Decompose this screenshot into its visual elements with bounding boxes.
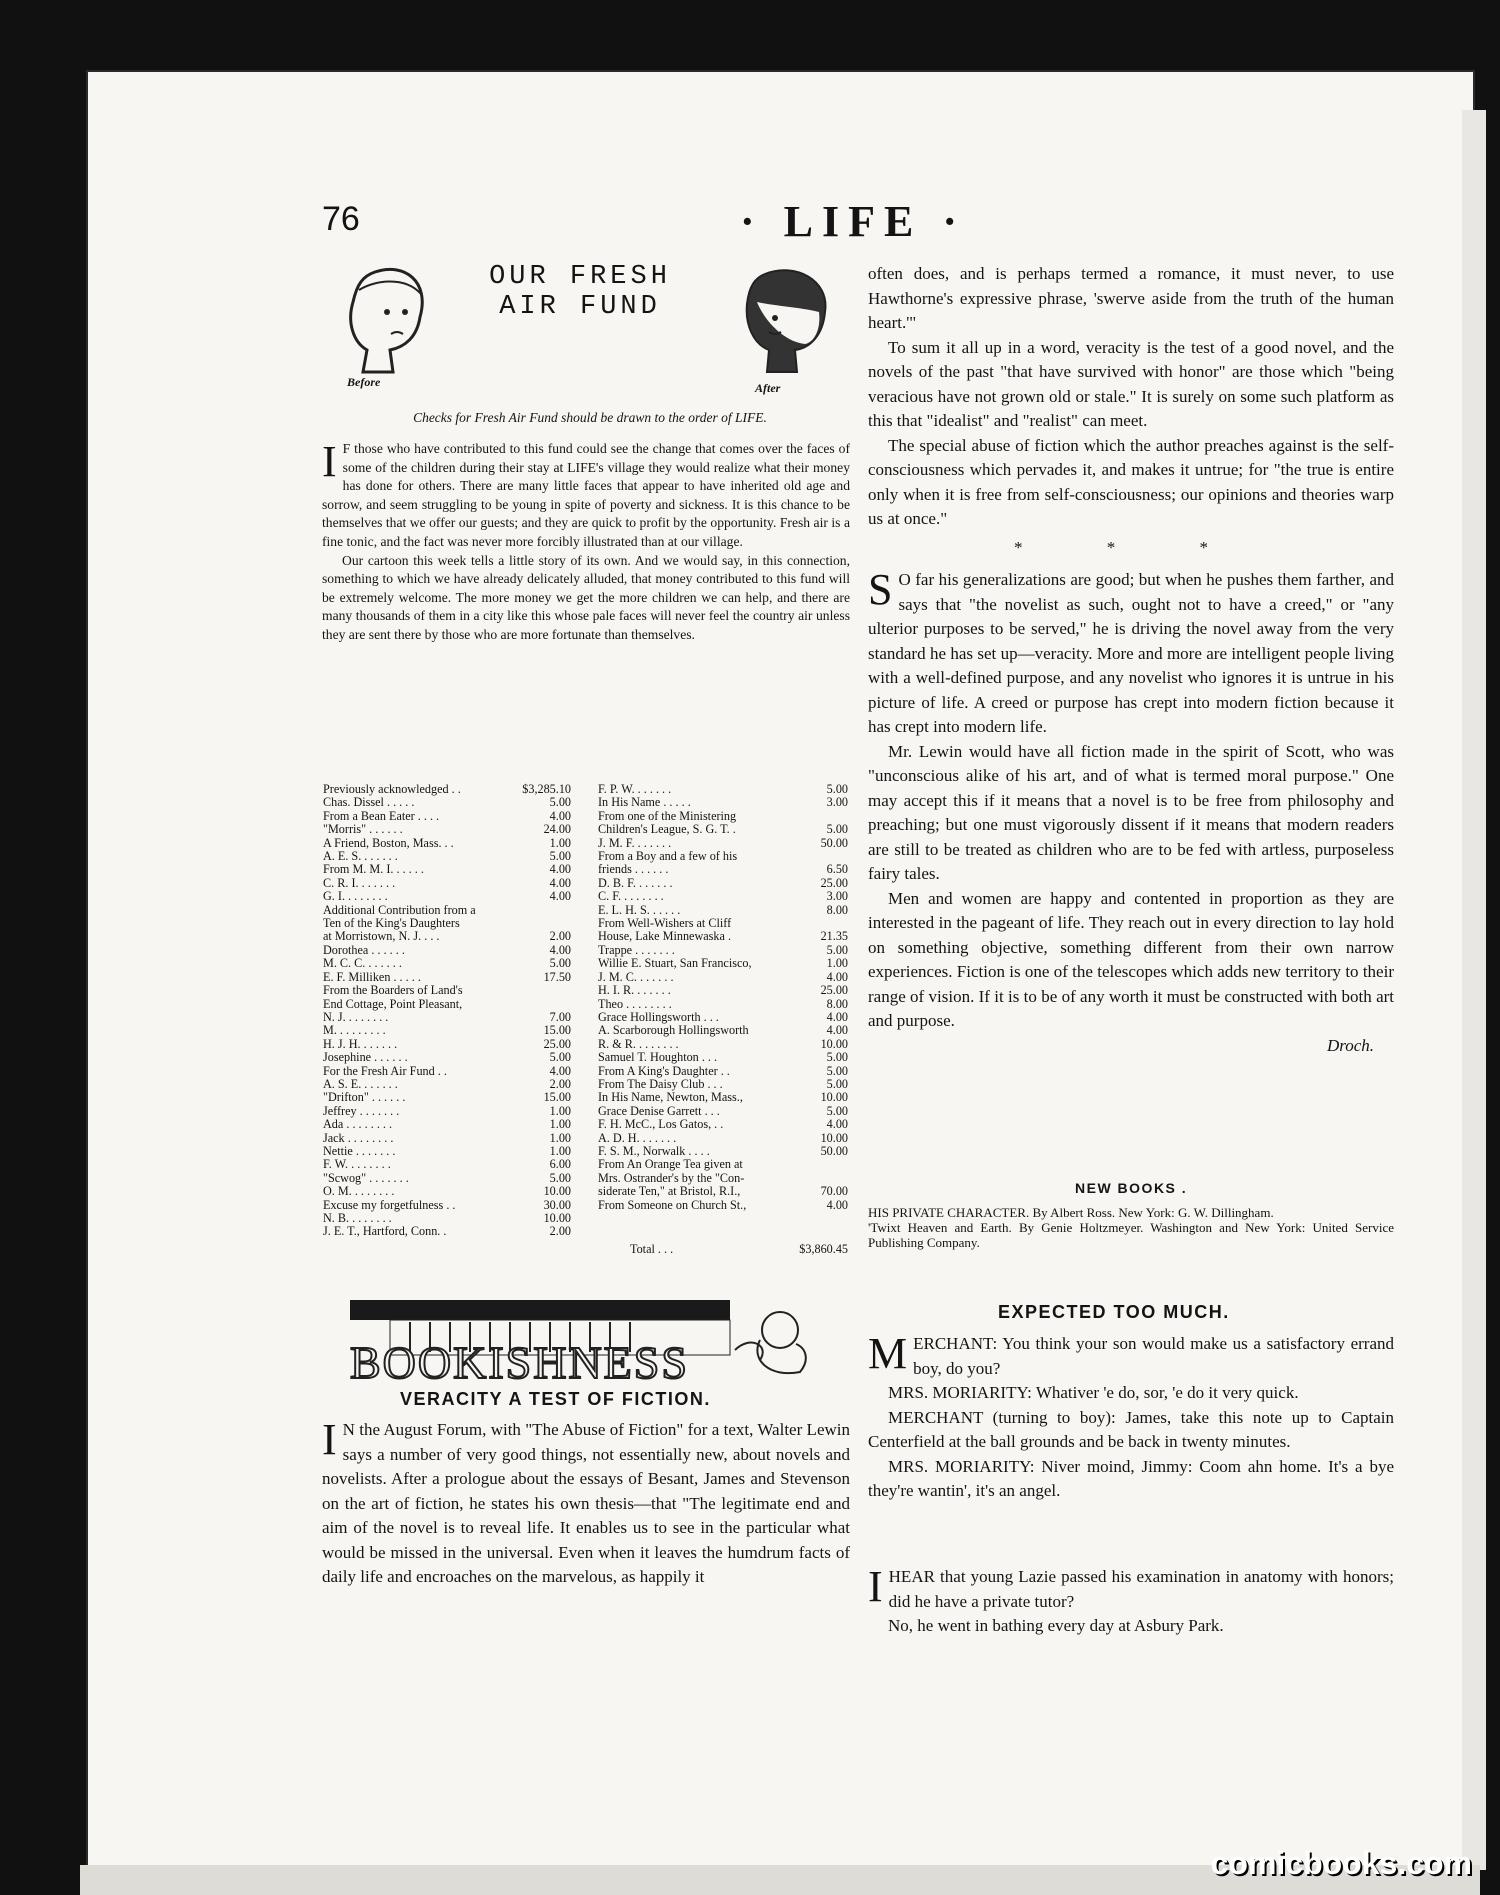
donor-name: H. I. R. . . . . . . [598,983,671,998]
donation-row [323,1091,571,1104]
donor-name: H. J. H. . . . . . . [323,1036,398,1051]
donor-name: F. H. McC., Los Gatos, . . [598,1117,724,1132]
donation-row [598,1118,848,1131]
donation-row [323,1132,571,1145]
donation-row [323,998,571,1011]
joke-answer: No, he went in bathing every day at Asbury Park. [888,1616,1224,1635]
veracity-article-continued [868,262,1394,1058]
donation-row [323,810,571,823]
donation-row [323,1011,571,1024]
donation-row [323,957,571,970]
donation-amount [802,1158,848,1171]
donation-row [598,1132,848,1145]
total-amount: $3,860.45 [799,1242,848,1256]
donor-name: F. P. W. . . . . . . [598,782,672,796]
donation-row [323,1038,571,1051]
fresh-air-paragraph-2: Our cartoon this week tells a little story of its own. And we would say, in this connection, something to which we have already delicately alluded, that money contributed to this fund will be extremely welcome. The more money we get the more children we can help, and there are many thousands of them in a city like this whose pale faces will never feel the country air unless they are sent there by those who are more fortunate than themselves. [322,552,850,642]
veracity-article-start [322,1415,850,1590]
donor-name: E. L. H. S. . . . . . [598,902,681,917]
donor-name: "Scwog" . . . . . . . [323,1170,409,1185]
donation-amount: 5.00 [549,849,571,864]
donation-row [323,850,571,863]
donation-amount: 5.00 [549,956,571,971]
donor-name: Samuel T. Houghton . . . [598,1050,718,1065]
donation-amount: 15.00 [543,1090,571,1105]
donation-row [598,877,848,890]
donation-amount: 4.00 [826,1117,848,1132]
donor-name: From a Bean Eater . . . . [323,808,440,823]
donor-name: In His Name, Newton, Mass., [598,1090,743,1105]
continued-paragraph: often does, and is perhaps termed a romance, it must never, to use Hawthorne's expressive phrase, 'swerve aside from the truth of the human heart.'" [868,264,1394,332]
donor-name: R. & R. . . . . . . . [598,1036,679,1051]
donor-name: F. S. M., Norwalk . . . . [598,1143,710,1158]
donation-amount: 6.50 [826,862,848,877]
donation-row [323,971,571,984]
donation-amount: 17.50 [543,969,571,984]
donor-name: O. M. . . . . . . . [323,1184,395,1199]
donation-row [323,877,571,890]
donor-name: J. E. T., Hartford, Conn. . [323,1224,447,1239]
book-listing-1: HIS PRIVATE CHARACTER. By Albert Ross. New York: G. W. Dillingham. [868,1205,1274,1220]
donor-name: A. D. H. . . . . . . [598,1130,677,1145]
donation-amount: 50.00 [820,835,848,850]
donor-name: "Morris" . . . . . . [323,822,403,837]
donation-amount [802,850,848,863]
donation-amount: 15.00 [543,1023,571,1038]
donor-name: From Well-Wishers at Cliff [598,916,732,931]
donation-row [323,904,571,917]
donation-amount: 21.35 [820,929,848,944]
masthead: · LIFE · [740,197,967,246]
donation-row [598,1038,848,1051]
veracity-paragraph-5: Mr. Lewin would have all fiction made in the spirit of Scott, who was "unconscious alike of his art, and of what is termed moral purpose." One may accept this if it means that a novel is to be free from philosophy and preaching; but one must vigorously dissent if it means that modern readers are still to be treated as children who are to be fed with artless, purposeless fairy tales. [868,741,1394,883]
donor-name: Ada . . . . . . . . [323,1117,393,1132]
donor-name: Willie E. Stuart, San Francisco, [598,956,752,971]
checks-note: Checks for Fresh Air Fund should be drawn to the order of LIFE. [413,410,767,425]
donation-row [598,1078,848,1091]
donor-name: E. F. Milliken . . . . . [323,969,421,984]
donations-total [630,1243,848,1256]
author-signature: Droch. [1326,1035,1374,1055]
donation-row [598,917,848,930]
donation-row [598,1011,848,1024]
donation-row [323,863,571,876]
donation-row [598,1024,848,1037]
donor-name: Previously acknowledged . . [323,782,461,796]
donor-name: A. S. E. . . . . . . [323,1076,398,1091]
section-stars: * * * [1014,537,1248,557]
donation-row [598,1158,848,1171]
donor-name: Additional Contribution from a [323,902,476,917]
veracity-paragraph-3: The special abuse of fiction which the author preaches against is the self-consciousness which pervades it, and makes it untrue; for "the true is entire only when it is free from self-consciousness; our opinions and theories warp us at once." [868,435,1394,528]
before-caption: Before [347,375,381,389]
donor-name: Mrs. Ostrander's by the "Con- [598,1170,745,1185]
donation-amount [525,984,571,997]
donation-row [323,1078,571,1091]
donation-row [323,837,571,850]
donation-row [323,796,571,809]
donation-row [598,1145,848,1158]
donation-amount: 5.00 [826,1103,848,1118]
anatomy-joke [868,1562,1394,1639]
donor-name: Jack . . . . . . . . [323,1130,394,1145]
donation-amount: 7.00 [549,1009,571,1024]
donation-amount: 10.00 [543,1211,571,1225]
donor-name: F. W. . . . . . . . [323,1157,391,1172]
donation-row [323,1199,571,1212]
donation-amount: 5.00 [826,1076,848,1091]
donor-name: House, Lake Minnewaska . [598,929,732,944]
donor-name: N. J. . . . . . . . [323,1009,389,1024]
donation-row [598,1051,848,1064]
donation-row [323,930,571,943]
donor-name: From An Orange Tea given at [598,1157,743,1172]
donation-amount: 4.00 [549,862,571,877]
donor-name: For the Fresh Air Fund . . [323,1063,447,1078]
before-child-illustration [335,262,445,382]
donation-amount: 1.00 [549,835,571,850]
donation-amount: 3.00 [826,889,848,904]
donor-name: From Someone on Church St., [598,1197,747,1212]
expected-too-much-dialogue [868,1329,1394,1504]
donation-amount: 4.00 [549,875,571,890]
donation-amount: 6.00 [549,1157,571,1172]
donor-name: A. Scarborough Hollingsworth [598,1023,749,1038]
donation-row [598,890,848,903]
donor-name: D. B. F. . . . . . . [598,875,673,890]
donation-amount [525,917,571,930]
donation-row [598,850,848,863]
donation-amount: 25.00 [543,1036,571,1051]
donor-name: G. I. . . . . . . . [323,889,388,904]
donation-amount: 70.00 [820,1184,848,1199]
donation-row [598,1091,848,1104]
donor-name: A. E. S. . . . . . . [323,849,398,864]
donation-row [323,1051,571,1064]
donation-amount: 1.00 [549,1130,571,1145]
donation-amount: 5.00 [549,1050,571,1065]
dialogue-line-3: MERCHANT (turning to boy): James, take this note up to Captain Centerfield at the ball grounds and be back in twenty minutes. [868,1407,1394,1451]
donation-row [598,783,848,796]
donor-name: Excuse my forgetfulness . . [323,1197,456,1212]
donation-row [598,904,848,917]
donor-name: In His Name . . . . . [598,795,691,810]
donations-list-left [323,783,571,1239]
donor-name: friends . . . . . . [598,862,669,877]
veracity-paragraph-1: IN the August Forum, with "The Abuse of Fiction" for a text, Walter Lewin says a number of very good things, not essentially new, about novels and novelists. After a prologue about the essays of Besant, James and Stevenson on the art of fiction, he states his own thesis—that "The legitimate end and aim of the novel is to reveal life. It enables us to see in the particular what would be missed in the universal. Even when it leaves the humdrum facts of daily life and encroaches on the marvelous, as happily it [322,1415,850,1586]
donor-name: From a Boy and a few of his [598,849,738,864]
donor-name: Trappe . . . . . . . [598,942,675,957]
donation-row [598,971,848,984]
expected-too-much-heading: EXPECTED TOO MUCH. [998,1302,1230,1322]
donation-amount: 2.00 [549,1076,571,1091]
donation-amount: 5.00 [826,1050,848,1065]
donation-amount: 24.00 [543,822,571,837]
donor-name: J. M. F. . . . . . . [598,835,672,850]
donations-list-right [598,783,848,1212]
donor-name: "Drifton" . . . . . . [323,1090,406,1105]
after-caption: After [755,381,781,395]
donor-name: Jeffrey . . . . . . . [323,1103,400,1118]
donation-row [598,823,848,836]
donation-amount [525,998,571,1011]
bookishness-banner [330,1290,830,1390]
veracity-paragraph-2: To sum it all up in a word, veracity is the test of a good novel, and the novels of the past "that have survived with honor" are those which "being veracious have not grown old or stale." It is surely on some such platform as this that "idealist" and "realist" can meet. [868,337,1394,430]
donation-amount: 4.00 [826,969,848,984]
donation-amount: 4.00 [549,1063,571,1078]
donation-row [598,837,848,850]
donation-row [598,810,848,823]
donation-amount [525,904,571,917]
donor-name: A Friend, Boston, Mass. . . [323,835,454,850]
donation-amount: 8.00 [826,996,848,1011]
donor-name: From The Daisy Club . . . [598,1076,723,1091]
bookishness-banner-text: BOOKISHNESS [350,1337,689,1388]
donation-row [598,796,848,809]
donor-name: Theo . . . . . . . . [598,996,672,1011]
donation-amount: 5.00 [826,1063,848,1078]
donation-row [323,1024,571,1037]
donation-amount: 4.00 [826,1197,848,1212]
donation-row [598,1105,848,1118]
donation-amount: 10.00 [820,1090,848,1105]
donation-amount: 5.00 [549,1170,571,1185]
donation-amount: 2.00 [549,1224,571,1239]
donation-amount: 1.00 [826,956,848,971]
donation-amount [802,1172,848,1185]
donation-amount: 2.00 [549,929,571,944]
donor-name: M. C. C. . . . . . . [323,956,402,971]
donor-name: Josephine . . . . . . [323,1050,408,1065]
donation-row [323,1185,571,1198]
donor-name: Dorothea . . . . . . [323,942,405,957]
donation-row [323,1118,571,1131]
donation-row [323,890,571,903]
donation-amount: 25.00 [820,983,848,998]
donation-amount: 25.00 [820,875,848,890]
veracity-paragraph-6: Men and women are happy and contented in proportion as they are interested in the pageant of life. They reach out in every direction to lay hold on something objective, something different from their own narrow experiences. Fiction is one of the telescopes which adds new territory to their range of vision. If it is to be of any worth it must be constructed with both art and purpose. [868,888,1394,1030]
donation-row [323,1145,571,1158]
donor-name: Grace Denise Garrett . . . [598,1103,720,1118]
donation-row [598,1065,848,1078]
donor-name: N. B. . . . . . . . [323,1211,392,1225]
donation-amount: $3,285.10 [522,782,571,796]
total-label: Total . . . [630,1242,674,1256]
donation-row [598,944,848,957]
donation-amount: 10.00 [820,1130,848,1145]
donor-name: Grace Hollingsworth . . . [598,1009,719,1024]
fresh-air-article [322,437,850,645]
donation-amount: 10.00 [543,1184,571,1199]
donor-name: J. M. C. . . . . . . [598,969,674,984]
donation-amount: 4.00 [549,889,571,904]
donation-row [323,1225,571,1238]
joke-question: IHEAR that young Lazie passed his examination in anatomy with honors; did he have a private tutor? [868,1562,1394,1611]
donation-amount: 30.00 [543,1197,571,1212]
donor-name: Chas. Dissel . . . . . [323,795,415,810]
donor-name: C. R. I. . . . . . . [323,875,396,890]
fresh-air-fund-title: OUR FRESH AIR FUND [489,262,671,322]
new-books-list [868,1205,1394,1250]
donation-row [323,823,571,836]
fresh-air-paragraph-1: IF those who have contributed to this fund could see the change that comes over the faces of some of the children during their stay at LIFE's village they would realize what their money has done for others. There are many little faces that appear to have inherited old age and sorrow, and seem struggling to be young in spite of poverty and sickness. It is this chance to be themselves that we offer our guests; and they are quick to profit by the opportunity. Fresh air is a fine tonic, and the fact was never more forcibly illustrated than at our village. [322,437,850,549]
book-listing-2: 'Twixt Heaven and Earth. By Genie Holtzmeyer. Washington and New York: United Service Publishing Company. [868,1220,1394,1250]
donation-row [598,1172,848,1185]
donation-row [598,930,848,943]
page-number: 76 [322,200,360,238]
donation-amount: 1.00 [549,1117,571,1132]
dialogue-line-4: MRS. MORIARITY: Niver moind, Jimmy: Coom ahn home. It's a bye they're wantin', it's an angel. [868,1456,1394,1500]
veracity-heading: VERACITY A TEST OF FICTION. [400,1389,711,1409]
donation-row [598,863,848,876]
donation-row [598,998,848,1011]
donation-row [323,1065,571,1078]
donation-row [323,1158,571,1171]
donation-amount: 8.00 [826,902,848,917]
donation-row [323,984,571,997]
donor-name: From one of the Ministering [598,808,737,823]
donor-name: From M. M. I. . . . . . [323,862,424,877]
donation-row [323,1105,571,1118]
donation-amount [802,917,848,930]
donor-name: C. F. . . . . . . . [598,889,664,904]
dialogue-line-1: MERCHANT: You think your son would make us a satisfactory errand boy, do you? [868,1329,1394,1378]
donation-amount: 3.00 [826,795,848,810]
donation-amount: 4.00 [826,1009,848,1024]
donor-name: Nettie . . . . . . . [323,1143,396,1158]
donation-amount: 5.00 [826,782,848,796]
donation-row [323,917,571,930]
watermark: comicbooks.com [1210,1845,1472,1881]
donation-row [323,1212,571,1225]
donation-row [598,1199,848,1212]
dialogue-line-2: MRS. MORIARITY: Whativer 'e do, sor, 'e do it very quick. [888,1383,1299,1402]
donor-name: End Cottage, Point Pleasant, [323,996,463,1011]
donation-amount: 5.00 [549,795,571,810]
new-books-heading: NEW BOOKS . [1075,1180,1188,1196]
donation-row [323,944,571,957]
adjacent-page-edge [1462,110,1486,1870]
donor-name: M. . . . . . . . . [323,1023,386,1038]
donation-amount [802,810,848,823]
donor-name: From A King's Daughter . . [598,1063,730,1078]
donation-row [598,1185,848,1198]
after-child-illustration [735,262,845,382]
donation-amount: 50.00 [820,1143,848,1158]
donor-name: siderate Ten," at Bristol, R.I., [598,1184,741,1199]
donation-row [323,1172,571,1185]
veracity-paragraph-4: SO far his generalizations are good; but when he pushes them farther, and says that "the novelist as such, ought not to have a creed," or "any ulterior purposes to be served," he is driving the novel away from the very standard he has set up—veracity. More and more are intelligent people living with a well-defined purpose, and any novelist who ignores it is untrue in his picture of life. A creed or purpose has crept into modern fiction because it has crept into modern life. [868,565,1394,736]
donor-name: Ten of the King's Daughters [323,916,460,931]
donation-amount: 4.00 [826,1023,848,1038]
donation-amount: 4.00 [549,808,571,823]
donation-amount: 5.00 [826,822,848,837]
donation-row [598,984,848,997]
donor-name: Children's League, S. G. T. . [598,822,736,837]
donation-row [323,783,571,796]
donation-amount: 5.00 [826,942,848,957]
donation-amount: 4.00 [549,942,571,957]
donation-amount: 10.00 [820,1036,848,1051]
donor-name: at Morristown, N. J. . . . [323,929,440,944]
donation-amount: 1.00 [549,1143,571,1158]
donation-amount: 1.00 [549,1103,571,1118]
donor-name: From the Boarders of Land's [323,983,463,998]
donation-row [598,957,848,970]
